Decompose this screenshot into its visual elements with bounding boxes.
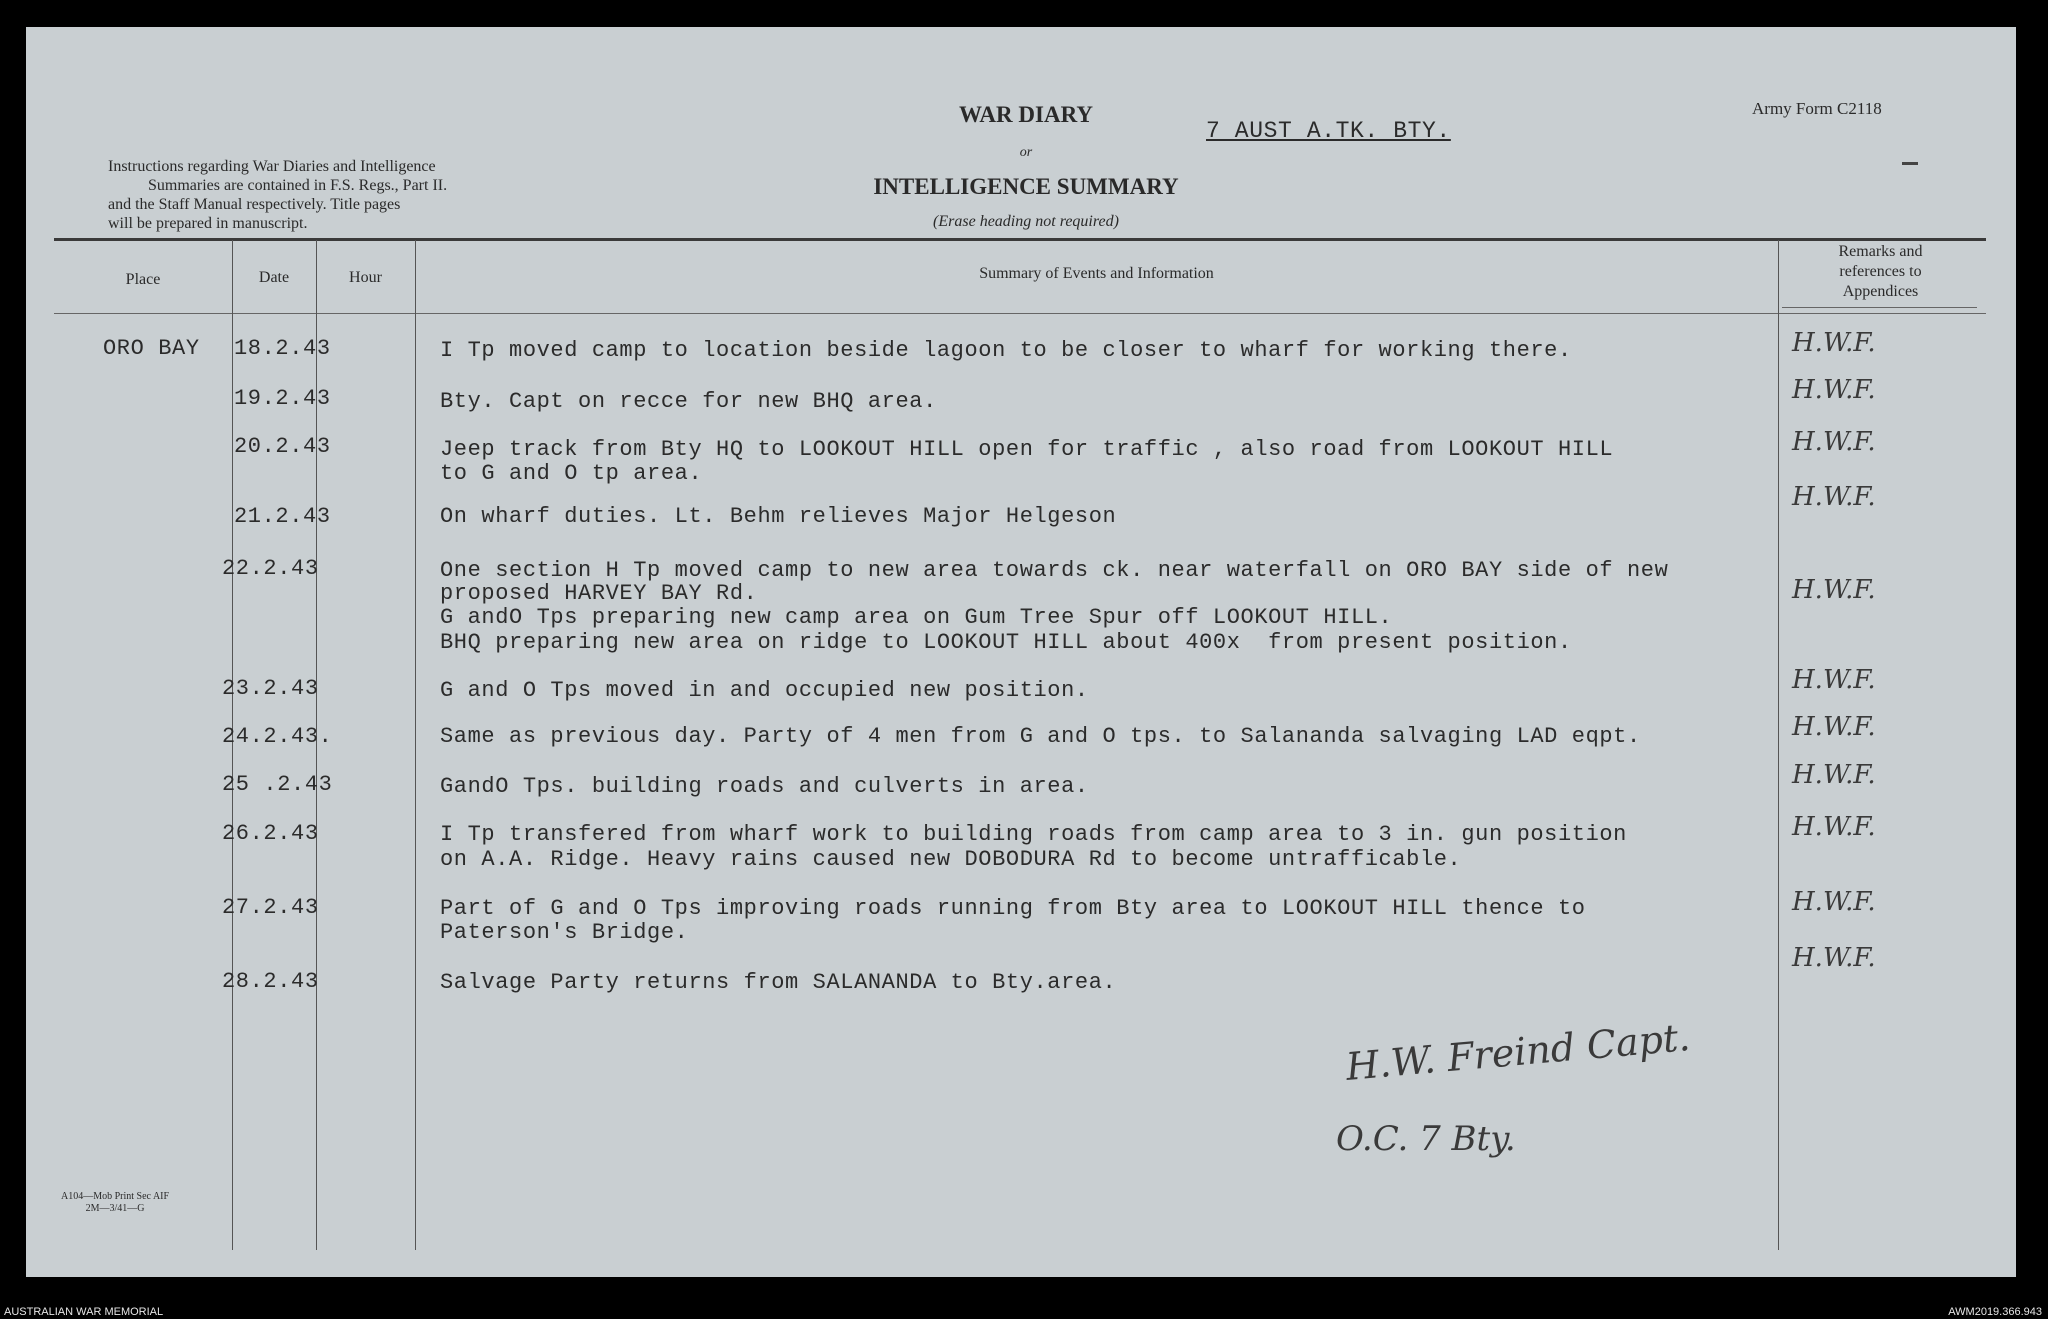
- col-divider-hour: [415, 240, 416, 1250]
- entry-text: On wharf duties. Lt. Behm relieves Major Helgeson: [440, 504, 1117, 529]
- header-dash-mark: [1902, 162, 1918, 165]
- entry-date: 18.2.43: [234, 336, 331, 361]
- entry-date: 22.2.43: [222, 556, 319, 581]
- entry-initials: H.W.F.: [1792, 943, 1876, 973]
- remarks-header-line: Appendices: [1842, 283, 1919, 300]
- entry-date: 28.2.43: [222, 969, 319, 994]
- entry-date: 23.2.43: [222, 676, 319, 701]
- column-header-rule: [54, 313, 1986, 314]
- remarks-header-rule: [1782, 307, 1977, 308]
- entry-date: 19.2.43: [234, 386, 331, 411]
- entry-date: 21.2.43: [234, 504, 331, 529]
- archive-item-id: AWM2019.366.943: [1948, 1306, 2042, 1318]
- entry-date: 24.2.43.: [222, 724, 333, 749]
- col-header-date: Date: [258, 269, 290, 286]
- entry-date: 20.2.43: [234, 434, 331, 459]
- or-label: or: [1019, 145, 1033, 160]
- entry-text: Part of G and O Tps improving roads running from Bty area to LOOKOUT HILL thence to: [440, 896, 1586, 921]
- instructions-line: and the Staff Manual respectively. Title pages: [108, 196, 401, 213]
- entry-text: G andO Tps preparing new camp area on Gum Tree Spur off LOOKOUT HILL.: [440, 605, 1393, 630]
- print-code-line: A104—Mob Print Sec AIF: [61, 1191, 170, 1202]
- entry-text: Paterson's Bridge.: [440, 920, 689, 945]
- signature-title: O.C. 7 Bty.: [1336, 1119, 1516, 1159]
- summary-title: INTELLIGENCE SUMMARY: [873, 174, 1179, 199]
- form-id: Army Form C2118: [1752, 99, 1882, 118]
- entry-initials: H.W.F.: [1792, 375, 1876, 405]
- entry-text: Jeep track from Bty HQ to LOOKOUT HILL open for traffic , also road from LOOKOUT HILL: [440, 437, 1614, 462]
- instructions-block: [108, 157, 447, 233]
- entry-text: I Tp transfered from wharf work to building roads from camp area to 3 in. gun position: [440, 822, 1627, 847]
- entry-initials: H.W.F.: [1792, 665, 1876, 695]
- entry-date: 25 .2.43: [222, 772, 333, 797]
- entry-text: GandO Tps. building roads and culverts in area.: [440, 774, 1089, 799]
- instructions-line: Summaries are contained in F.S. Regs., Part II.: [148, 177, 448, 194]
- entry-text: Same as previous day. Party of 4 men from G and O tps. to Salananda salvaging LAD eqpt.: [440, 724, 1641, 749]
- remarks-header-line: Remarks and: [1838, 243, 1923, 260]
- entry-text: Salvage Party returns from SALANANDA to Bty.area.: [440, 970, 1117, 995]
- entry-date: 26.2.43: [222, 821, 319, 846]
- archive-credit: AUSTRALIAN WAR MEMORIAL: [4, 1306, 164, 1318]
- entry-text: proposed HARVEY BAY Rd.: [440, 581, 758, 606]
- remarks-header-line: references to: [1839, 263, 1922, 280]
- diary-sheet: [26, 27, 2016, 1277]
- unit-name: 7 AUST A.TK. BTY.: [1206, 118, 1451, 144]
- entry-text: One section H Tp moved camp to new area towards ck. near waterfall on ORO BAY side of new: [440, 558, 1669, 583]
- signature-name: H.W. Freind Capt.: [1344, 1014, 1692, 1089]
- entry-initials: H.W.F.: [1792, 812, 1876, 842]
- entry-text: to G and O tp area.: [440, 461, 703, 486]
- print-code: [61, 1191, 169, 1215]
- entry-text: BHQ preparing new area on ridge to LOOKOUT HILL about 400x from present position.: [440, 630, 1572, 655]
- col-header-summary: Summary of Events and Information: [979, 265, 1214, 282]
- diary-title: WAR DIARY: [958, 102, 1093, 127]
- col-header-remarks: [1778, 242, 1983, 302]
- entry-initials: H.W.F.: [1792, 482, 1876, 512]
- erase-note: (Erase heading not required): [933, 213, 1119, 230]
- entry-initials: H.W.F.: [1792, 760, 1876, 790]
- header-rule: [54, 238, 1986, 241]
- col-divider-remarks: [1778, 240, 1779, 1250]
- entry-initials: H.W.F.: [1792, 712, 1876, 742]
- col-header-hour: Hour: [349, 269, 382, 286]
- entry-place: ORO BAY: [103, 336, 200, 361]
- entry-text: on A.A. Ridge. Heavy rains caused new DOBODURA Rd to become untrafficable.: [440, 847, 1462, 872]
- entry-initials: H.W.F.: [1792, 427, 1876, 457]
- entry-text: I Tp moved camp to location beside lagoon to be closer to wharf for working there.: [440, 338, 1572, 363]
- entry-text: G and O Tps moved in and occupied new position.: [440, 678, 1089, 703]
- entry-date: 27.2.43: [222, 895, 319, 920]
- print-code-line: 2M—3/41—G: [85, 1203, 145, 1214]
- entry-initials: H.W.F.: [1792, 328, 1876, 358]
- instructions-line: Instructions regarding War Diaries and Intelligence: [108, 158, 436, 175]
- entry-text: Bty. Capt on recce for new BHQ area.: [440, 389, 937, 414]
- instructions-line: will be prepared in manuscript.: [108, 215, 308, 232]
- col-header-place: Place: [125, 271, 161, 288]
- entry-initials: H.W.F.: [1792, 575, 1876, 605]
- entry-initials: H.W.F.: [1792, 887, 1876, 917]
